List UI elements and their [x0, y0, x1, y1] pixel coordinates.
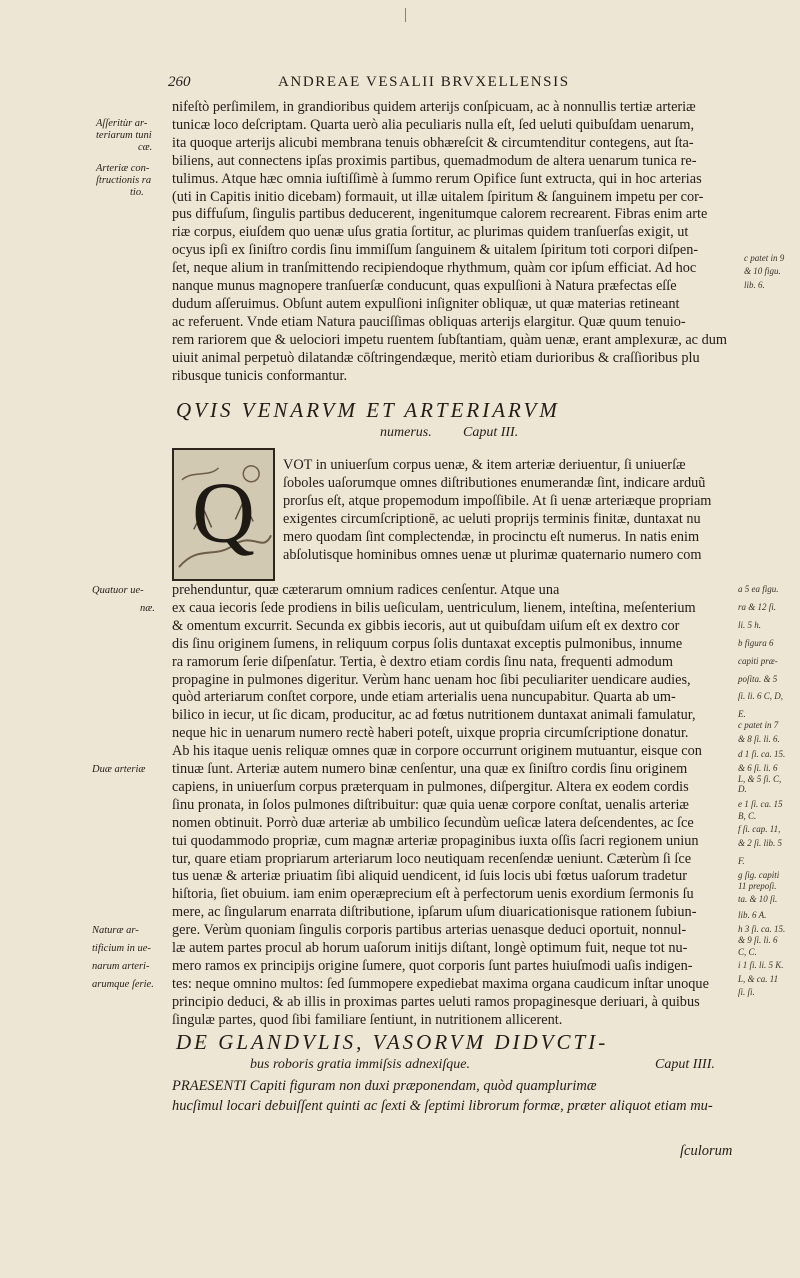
margin-note: Naturæ ar- — [92, 925, 139, 937]
margin-note: narum arteri- — [92, 960, 150, 972]
text-line: mere, ac ſingularum enarrata diſtributione, ipſarum uſum diuaricationisque rationem ſubiun- — [172, 904, 697, 921]
page-mark — [405, 8, 406, 22]
side-note: h 3 ſi. ca. 15. — [738, 924, 786, 935]
running-title: ANDREAE VESALII BRVXELLENSIS — [278, 74, 570, 90]
text-line: tus uenæ & arteriæ priuatim ſibi aliquid uendicent, id ſuis locis ubi fœtus uaſorum tradetur — [172, 868, 687, 885]
side-note: 11 prepoſi. — [738, 881, 777, 892]
margin-note: cæ. — [138, 142, 153, 153]
section-subtitle-chapter-3: numerus. — [380, 425, 432, 440]
side-note: L, & ca. 11 — [738, 974, 779, 985]
text-line: Ab his itaque uenis reliquæ omnes quæ in corpore occurrunt originem mutuantur, eisque con — [172, 743, 702, 760]
side-note: c patet in 9 — [744, 253, 785, 263]
text-line: ac referuent. Vnde etiam Natura pauciſſimas obliquas arterijs elargitur. Quæ quum tenuio- — [172, 313, 686, 330]
text-line: rem rariorem que & uelociori impetu ruentem ſubſtantiam, quàm uenæ, erant amplexuræ, ac dum — [172, 331, 728, 348]
text-line: riæ corpus, eiuſdem quo uenæ uſus gratia ſortitur, ac plurimas quidem tranſuerſas exigit, ut — [172, 224, 689, 241]
section-title-chapter-3: QVIS VENARVM ET ARTERIARVM — [176, 398, 560, 422]
text-line: tinuæ ſunt. Arteriæ autem numero binæ cenſentur, una quæ ex ſiniſtro cordis ſinu originem — [172, 761, 688, 777]
text-line: mero ramos ex principijs origine ſumere, quot corporis ſunt partes huiuſmodi uaſis indigen- — [172, 957, 693, 974]
catchword: ſculorum — [680, 1143, 733, 1159]
margin-note: Aſſeritùr ar- — [96, 118, 148, 129]
text-line: ſoboles uaſorumque omnes diſtributiones enumerandæ ſint, indicare arduũ — [283, 474, 706, 491]
text-line: capiens, in uniuerſum corpus præterquam in pulmones, diſpergitur. Altera ex eodem cordis — [172, 778, 689, 795]
text-line: (uti in Capitis initio dicebam) formauit, ut illæ uitalem ſpiritum & ſanguinem impetu per cor- — [172, 188, 704, 205]
text-line: tur, quare etiam propriarum arteriarum loco neutiquam recenſendæ ueniunt. Cæterùm ſi ſce — [172, 850, 692, 867]
text-line: exigentes circumſcriptionē, ac ueluti proprijs terminis finitæ, duntaxat nu — [283, 510, 701, 527]
text-line: VOT in uniuerſum corpus uenæ, & item arteriæ deriuentur, ſi uniuerſæ — [283, 457, 686, 473]
text-line: dudum aſſeruimus. Obſunt autem expulſioni inſigniter obliquæ, ut quæ materias retineant — [172, 295, 680, 312]
text-line: ocyus ipſi ex ſiniſtro cordis ſinu immiſſum ſanguinem & uitalem ſpiritum toti corpori diſpen- — [172, 242, 699, 259]
text-line: dis ſinu originem ſumens, in reliquum corpus ſolis duntaxat exceptis pulmonibus, innume — [172, 635, 683, 652]
side-note: b figura 6 — [738, 637, 774, 648]
page-header — [168, 74, 728, 96]
text-line: nomen obtinuit. Porrò duæ arteriæ ab umbilico ſecundùm ueſicæ latera deſcendentes, ac ſce — [172, 814, 694, 831]
side-note: & 2 ſi. lib. 5 — [738, 838, 783, 849]
margin-note: teriarum tuni — [96, 130, 152, 141]
text-line: gere. Verùm quoniam ſingulis corporis partibus arterias uenasque deduci oportuit, nonnul- — [172, 922, 687, 939]
text-line: ra ramorum ſerie diſpenſatur. Tertia, è dextro etiam cordis ſinu nata, frequenti admodum — [172, 653, 673, 670]
side-note: capiti præ- — [738, 655, 778, 666]
side-note: B, C. — [738, 811, 757, 822]
text-line: ex caua iecoris ſede prodiens in bilis ueſiculam, uentriculum, lienem, inteſtina, meſenterium — [172, 599, 696, 616]
text-line: biliens, aut connectens ipſas proximis partibus, quemadmodum de altera uenarum tunica re- — [172, 152, 697, 169]
side-note: f ſi. cap. 11, — [738, 823, 781, 834]
text-line: abſolutisque hominibus omnes uenæ ut plurimæ quaternario numero com — [283, 546, 702, 563]
side-note: i 1 ſi. li. 5 K. — [738, 959, 784, 970]
side-note: a 5 ea figu. — [738, 584, 779, 594]
text-line: tui quodammodo propriæ, cum magnæ arteriæ propaginibus iuxta oſſis ſacri regionem uniun — [172, 832, 699, 849]
text-line: neque hic in uenarum numero rectè haberi poteſt, uixque propria circumſcriptione donatur. — [172, 725, 689, 742]
side-note: e 1 ſi. ca. 15 — [738, 798, 783, 809]
text-line: prehenduntur, quæ cæterarum omnium radices cenſentur. Atque una — [172, 582, 560, 598]
text-line: ſingulæ partes, quod ſibi familiare ſentiunt, in nutritionem allicerent. — [172, 1011, 563, 1028]
decorated-initial-q — [172, 448, 275, 581]
caput-label-4: Caput IIII. — [655, 1057, 715, 1072]
section-subtitle-chapter-4: bus roboris gratia immiſsis adnexiſque. — [250, 1057, 470, 1072]
side-note: C, C. — [738, 947, 757, 958]
text-line: ſet, neque alium in tranſmittendo recipiendoque rhythmum, quàm cor ipſum efficiat. Ad hoc — [172, 260, 697, 277]
side-note: & 6 ſi. li. 6 — [738, 763, 778, 773]
side-note: & 10 figu. — [744, 266, 781, 276]
side-note: d 1 ſi. ca. 15. — [738, 748, 786, 759]
side-note: ta. & 10 ſi. — [738, 893, 778, 904]
side-note: ſi. ſi. — [738, 986, 755, 997]
side-note: & 9 ſi. li. 6 — [738, 934, 778, 945]
side-note: D. — [738, 784, 747, 795]
text-line: tes: neque omnino multos: ſed ſummopere expediebat maxima organa caudicum inſtar unoque — [172, 975, 709, 992]
text-line: hiſtoria, ſiet obuium. iam enim operæprecium eſt à perfectorum uenis exordium ſermonis ſu — [172, 886, 694, 903]
margin-note: Quatuor ue- — [92, 585, 144, 596]
margin-note: tio. — [130, 187, 144, 198]
text-line: PRAESENTI Capiti figuram non duxi præponendam, quòd quamplurimæ — [172, 1078, 597, 1094]
margin-note: næ. — [140, 602, 155, 614]
text-line: nanque munus magnopere tranſuerſæ conducunt, quas expulſioni à Natura præfectas eſſe — [172, 278, 677, 294]
margin-note: tificium in ue- — [92, 943, 151, 954]
text-line: tunicæ loco deſcriptam. Quarta uerò alia peculiaris nulla eſt, ſed ueluti quibuſdam uenarum, — [172, 116, 695, 133]
text-line: læ autem partes procul ab horum uaſorum initijs diſtant, longè optimum fuit, neque tot nu- — [172, 940, 688, 956]
text-line: uiuit animal perpetuò dilatandæ cōſtringendæque, meritò etiam durioribus & craſſioribus plu — [172, 349, 700, 366]
text-line: propagine in pulmones digeritur. Verùm hanc uenam hoc ſibi peculiariter uendicare audies, — [172, 671, 691, 688]
text-line: ſinu pronata, in ſolos pulmones diſtribuitur: quæ quia uenæ corpore conſtat, uenalis arteriæ — [172, 796, 689, 813]
side-note: lib. 6. — [744, 280, 765, 290]
side-note: g ſig. capiti — [738, 870, 780, 881]
text-line: bilico in iecur, ut ſic dicam, producitur, ac ad fœtus nutritionem duntaxat animali famulatur, — [172, 707, 696, 724]
text-line: hucſimul locari debuiſſent quinti ac ſexti & ſeptimi librorum formæ, præter aliquot etiam mu- — [172, 1098, 713, 1114]
text-line: tulimus. Atque hæc omnia iuſtiſſimè à ſummo rerum Opifice ſunt extructa, qui in hoc arterias — [172, 170, 702, 187]
margin-note: ſtructionis ra — [96, 175, 152, 186]
side-note: c patet in 7 — [738, 720, 779, 731]
initial-letter: Q — [192, 463, 255, 561]
text-line: quòd arteriarum conſtet corpore, unde etiam arterialis uena nuncupabitur. Quarta ab um- — [172, 689, 676, 706]
text-line: ribusque tunicis conformantur. — [172, 367, 348, 384]
side-note: ſi. li. 6 C, D, — [738, 691, 784, 702]
side-note: li. 5 h. — [738, 619, 762, 630]
text-line: pus diffuſum, ſingulis partibus deducerent, ingenitumque calorem recrearent. Fibras enim arte — [172, 206, 708, 223]
side-note: L, & 5 ſi. C, — [738, 773, 782, 784]
margin-note: arumque ſerie. — [92, 978, 154, 990]
side-note: & 8 ſi. li. 6. — [738, 734, 780, 745]
side-note: F. — [738, 856, 745, 867]
side-note: E. — [738, 709, 746, 720]
section-title-chapter-4: DE GLANDVLIS, VASORVM DIDVCTI- — [176, 1030, 609, 1054]
side-note: lib. 6 A. — [738, 909, 767, 920]
side-note: poſita. & 5 — [738, 673, 778, 684]
text-line: nifeſtò perſimilem, in grandioribus quidem arterijs conſpicuam, ac à nonnullis tertiæ arteriæ — [172, 99, 696, 115]
text-line: prorſus eſt, atque propemodum impoſſibile. At ſi uenæ arteriæque propriam — [283, 492, 712, 509]
text-line: mero quodam ſint complectendæ, in procinctu eſt numerus. In natis enim — [283, 528, 700, 545]
text-line: ita quoque arterijs alicubi membrana tenuis obhæreſcit & circumtenditur contegens, aut ſta- — [172, 134, 694, 151]
text-line: & omentum excurrit. Secunda ex gibbis iecoris, aut ut quibuſdam uiſum eſt ex dextro cor — [172, 617, 680, 634]
caput-label-3: Caput III. — [463, 425, 519, 440]
side-note: ra & 12 ſi. — [738, 601, 777, 612]
text-line: principio deduci, & ab illis in proximas partes ueluti ramos propaginesque deriuari, à quibus — [172, 993, 700, 1010]
margin-note: Arteriæ con- — [96, 163, 150, 174]
margin-note: Duæ arteriæ — [92, 764, 146, 775]
page-number: 260 — [168, 74, 191, 90]
